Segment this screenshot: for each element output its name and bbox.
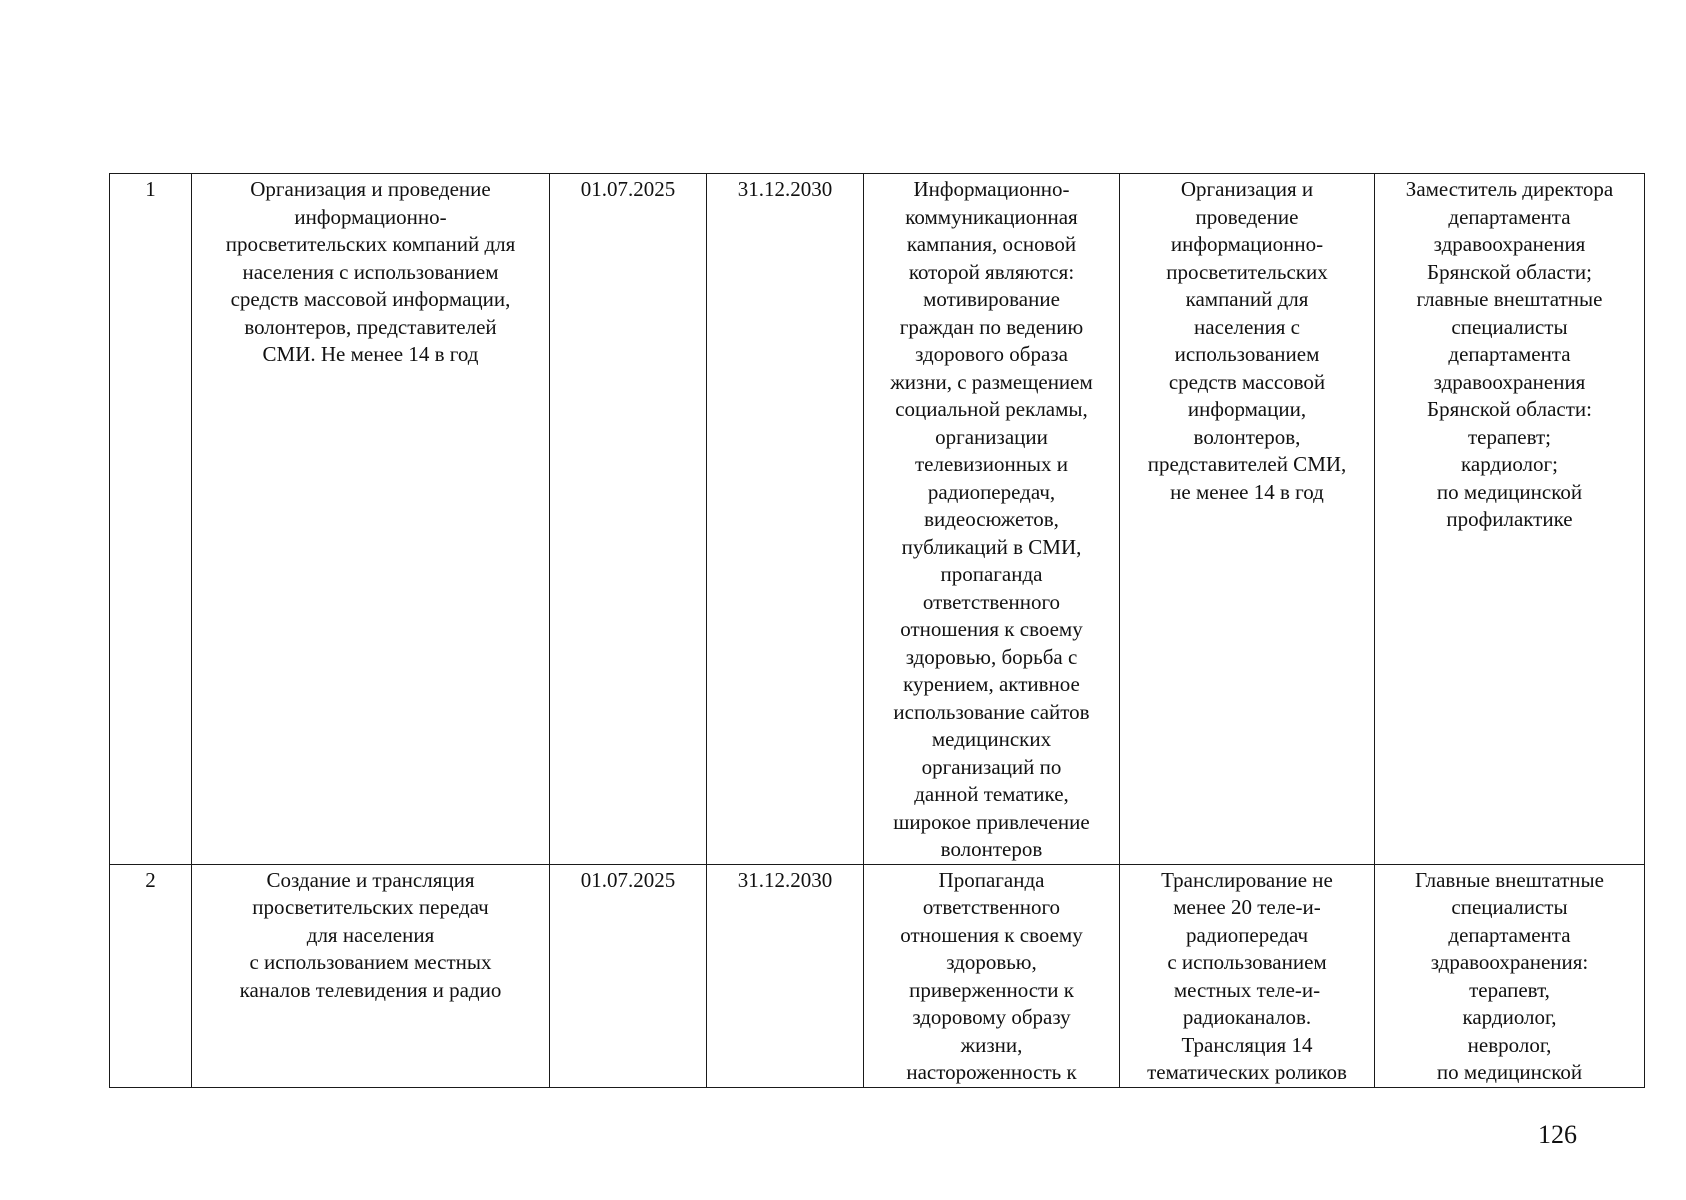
description-cell: Информационно- коммуникационная кампания, основой которой являются: мотивирование граждан по ведению здорового образа жизни, с размещением социальной рекламы, организации телевизионных и радиопередач, видеосюжетов, публикаций в СМИ, пропаганда ответственного отношения к своему здоровью, борьба с курением, активное использование сайтов медицинских организаций по данной тематике, широкое привлечение волонтеров bbox=[864, 174, 1120, 865]
activity-name-cell: Создание и трансляция просветительских передач для населения с использованием местных каналов телевидения и радио bbox=[192, 864, 550, 1087]
activities-table bbox=[109, 173, 1645, 1088]
result-cell: Транслирование не менее 20 теле-и- радиопередач с использованием местных теле-и- радиоканалов. Трансляция 14 тематических роликов bbox=[1120, 864, 1375, 1087]
activity-name-cell: Организация и проведение информационно- просветительских компаний для населения с использованием средств массовой информации, волонтеров, представителей СМИ. Не менее 14 в год bbox=[192, 174, 550, 865]
result-cell: Организация и проведение информационно- просветительских кампаний для населения с использованием средств массовой информации, волонтеров, представителей СМИ, не менее 14 в год bbox=[1120, 174, 1375, 865]
responsible-cell: Главные внештатные специалисты департамента здравоохранения: терапевт, кардиолог, невролог, по медицинской bbox=[1375, 864, 1645, 1087]
row-number-cell: 2 bbox=[110, 864, 192, 1087]
description-cell: Пропаганда ответственного отношения к своему здоровью, приверженности к здоровому образу жизни, настороженность к bbox=[864, 864, 1120, 1087]
end-date-cell: 31.12.2030 bbox=[707, 174, 864, 865]
end-date-cell: 31.12.2030 bbox=[707, 864, 864, 1087]
start-date-cell: 01.07.2025 bbox=[550, 174, 707, 865]
start-date-cell: 01.07.2025 bbox=[550, 864, 707, 1087]
row-number-cell: 1 bbox=[110, 174, 192, 865]
table-row bbox=[110, 174, 1645, 865]
page-number: 126 bbox=[1538, 1120, 1577, 1149]
table-row bbox=[110, 864, 1645, 1087]
responsible-cell: Заместитель директора департамента здравоохранения Брянской области; главные внештатные специалисты департамента здравоохранения Брянской области: терапевт; кардиолог; по медицинской профилактике bbox=[1375, 174, 1645, 865]
